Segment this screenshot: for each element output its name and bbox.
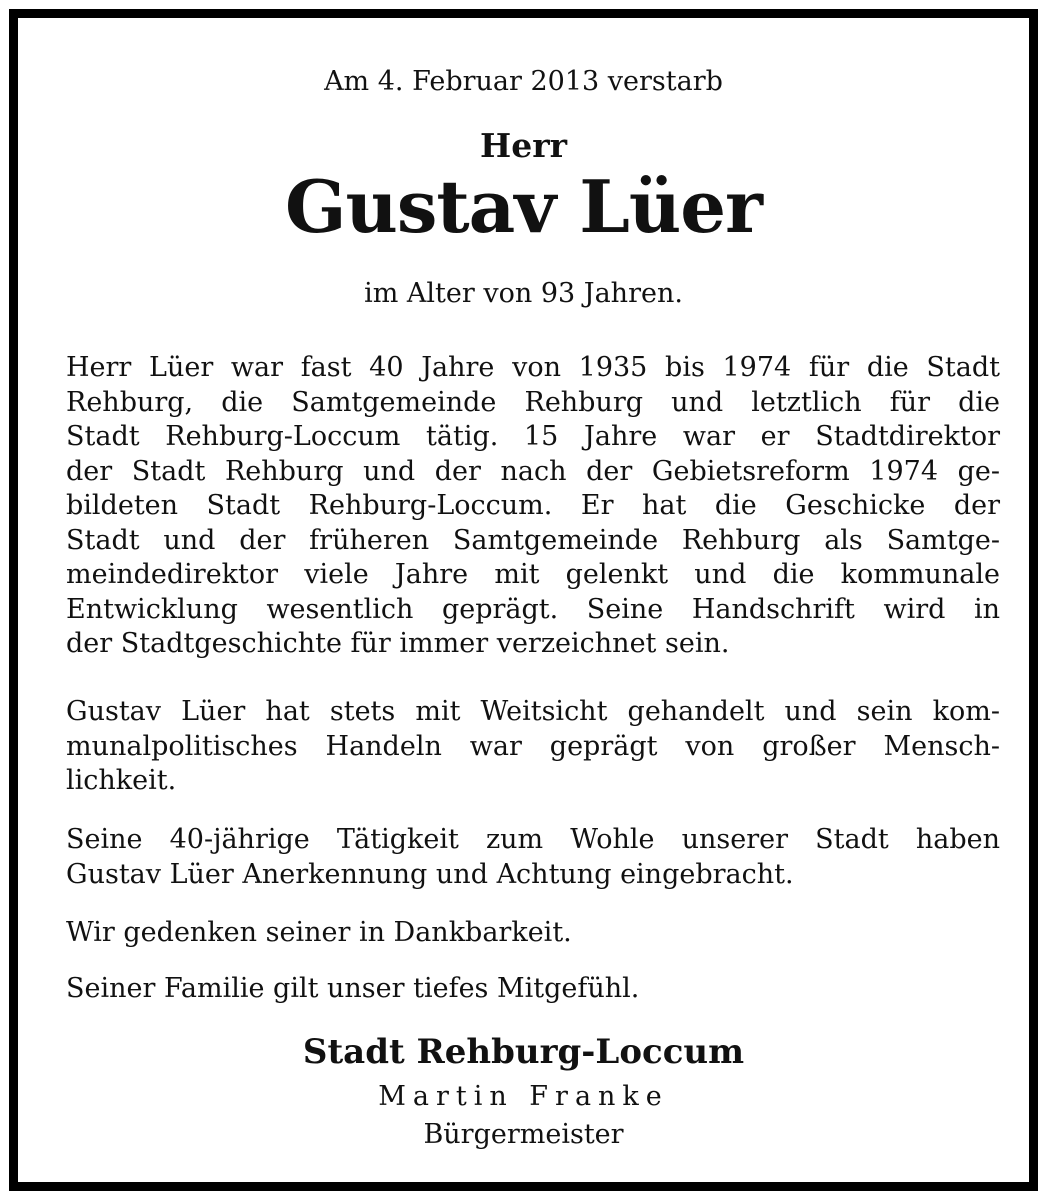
signer-organization: Stadt Rehburg-Loccum	[302, 1032, 745, 1072]
text-line: Seiner Familie gilt unser tiefes Mitgefühl.	[66, 973, 640, 1004]
text-line: Gustav Lüer Anerkennung und Achtung eingebracht.	[66, 858, 794, 890]
text-line: Entwicklung wesentlich geprägt. Seine Handschrift wird in	[66, 593, 1000, 625]
text-line: Stadt und der früheren Samtgemeinde Rehburg als Samtge-	[66, 524, 1000, 556]
text-line: Seine 40-jährige Tätigkeit zum Wohle unserer Stadt haben	[66, 824, 1000, 855]
text-line: Gustav Lüer hat stets mit Weitsicht gehandelt und sein kom-	[66, 696, 1000, 727]
text-line: Herr Lüer war fast 40 Jahre von 1935 bis 1974 für die Stadt	[66, 352, 1000, 383]
deceased-name: Gustav Lüer	[285, 164, 762, 249]
text-line: der Stadt Rehburg und der nach der Gebietsreform 1974 ge-	[66, 455, 1000, 487]
text-line: bildeten Stadt Rehburg-Loccum. Er hat die Geschicke der	[66, 490, 1000, 521]
text-line: Rehburg, die Samtgemeinde Rehburg und letztlich für die	[66, 386, 1000, 418]
paragraph-career	[66, 351, 1000, 662]
text-line: der Stadtgeschichte für immer verzeichnet sein.	[66, 628, 730, 659]
salutation: Herr	[480, 126, 567, 165]
text-line: lichkeit.	[66, 765, 177, 796]
obituary-notice	[9, 9, 1038, 1191]
text-line: munalpolitisches Handeln war geprägt von großer Mensch-	[66, 730, 1000, 762]
signer-name: Martin Franke	[378, 1081, 669, 1112]
paragraph-character	[66, 695, 1000, 799]
intro-line: Am 4. Februar 2013 verstarb	[324, 66, 723, 97]
paragraph-gratitude	[66, 916, 1000, 951]
text-line: Stadt Rehburg-Loccum tätig. 15 Jahre war er Stadtdirektor	[66, 421, 1000, 452]
signer-title: Bürgermeister	[423, 1119, 624, 1150]
text-line: Wir gedenken seiner in Dankbarkeit.	[66, 917, 572, 948]
age-line: im Alter von 93 Jahren.	[364, 278, 683, 309]
paragraph-recognition	[66, 823, 1000, 892]
text-line: meindedirektor viele Jahre mit gelenkt und die kommunale	[66, 559, 1000, 590]
paragraph-condolence	[66, 972, 1000, 1007]
